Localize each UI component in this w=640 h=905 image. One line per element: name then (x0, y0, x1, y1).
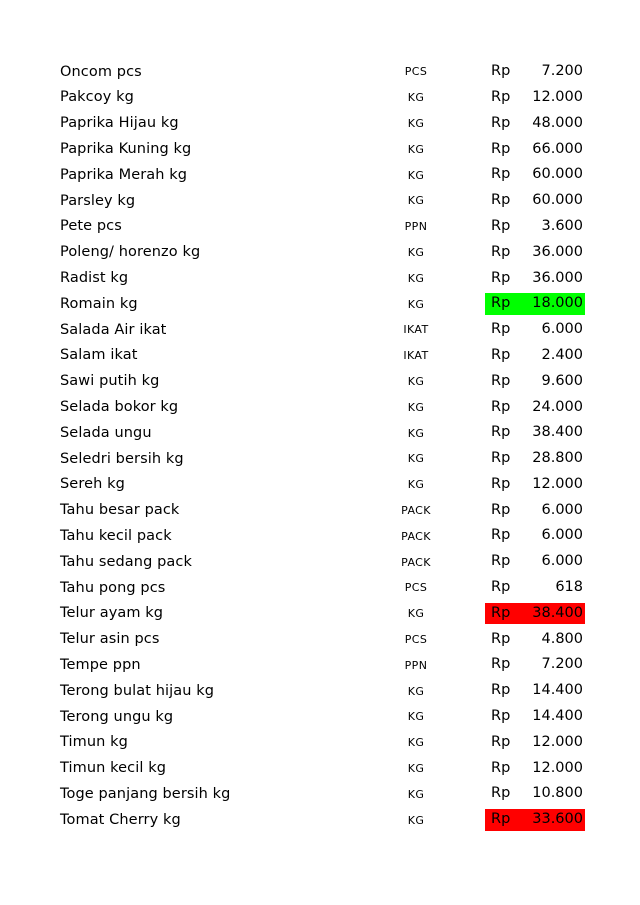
item-name: Timun kecil kg (60, 760, 166, 777)
item-unit: KG (407, 787, 425, 801)
item-unit: IKAT (403, 349, 429, 363)
item-unit: PACK (401, 529, 431, 543)
price-amount: 4.800 (541, 630, 583, 647)
price-row (0, 420, 640, 446)
item-unit: KG (407, 168, 425, 182)
currency-symbol: Rp (491, 553, 511, 570)
item-name: Selada bokor kg (60, 399, 179, 415)
price-amount: 24.000 (532, 398, 583, 415)
price-row (0, 627, 640, 653)
price-value (485, 164, 585, 186)
price-value (485, 551, 585, 573)
price-value (485, 242, 585, 264)
item-unit: KG (407, 194, 425, 208)
price-row (0, 162, 640, 188)
price-value (485, 113, 585, 135)
price-value (485, 500, 585, 522)
item-name: Sereh kg (60, 476, 125, 493)
item-price-cell (472, 525, 585, 547)
currency-symbol: Rp (491, 682, 511, 699)
item-price-cell (472, 113, 585, 135)
price-value (485, 61, 585, 83)
price-row (0, 394, 640, 420)
item-price-cell (472, 190, 585, 212)
item-name: Toge panjang bersih kg (60, 785, 231, 802)
item-name: Salada Air ikat (60, 321, 167, 338)
price-row (0, 85, 640, 111)
item-name: Pete pcs (60, 218, 122, 235)
item-unit: PCS (404, 65, 428, 79)
item-name: Pakcoy kg (60, 89, 134, 106)
price-row (0, 291, 640, 317)
price-amount: 33.600 (532, 811, 583, 828)
currency-symbol: Rp (491, 88, 511, 105)
item-price-cell (472, 371, 585, 393)
price-value (485, 216, 585, 238)
item-price-cell (472, 732, 585, 754)
currency-symbol: Rp (491, 424, 511, 441)
item-price-cell (472, 629, 585, 651)
item-name: Paprika Hijau kg (60, 115, 179, 132)
item-name: Oncom pcs (60, 63, 142, 80)
currency-symbol: Rp (491, 372, 511, 389)
item-unit: KG (407, 400, 425, 414)
item-unit: KG (407, 426, 425, 440)
currency-symbol: Rp (491, 166, 511, 183)
price-row (0, 188, 640, 214)
price-amount: 2.400 (541, 346, 583, 363)
item-price-cell (472, 448, 585, 470)
item-price-cell (472, 293, 585, 315)
price-amount: 18.000 (532, 295, 583, 312)
item-name: Salam ikat (60, 347, 138, 364)
currency-symbol: Rp (491, 475, 511, 492)
item-unit: KG (407, 91, 425, 105)
currency-symbol: Rp (491, 527, 511, 544)
item-price-cell (472, 216, 585, 238)
item-price-cell (472, 319, 585, 341)
item-name: Seledri bersih kg (60, 450, 184, 467)
item-price-cell (472, 474, 585, 496)
price-value-highlighted (485, 809, 585, 831)
item-price-cell (472, 654, 585, 676)
item-price-cell (472, 577, 585, 599)
item-price-cell (472, 783, 585, 805)
item-unit: PPN (404, 658, 428, 672)
currency-symbol: Rp (491, 785, 511, 802)
price-amount: 6.000 (541, 527, 583, 544)
price-amount: 48.000 (532, 114, 583, 131)
item-name: Sawi putih kg (60, 373, 160, 390)
currency-symbol: Rp (491, 811, 511, 828)
item-unit: KG (407, 142, 425, 156)
price-value (485, 268, 585, 290)
item-unit: KG (407, 245, 425, 259)
item-unit: IKAT (403, 323, 429, 337)
price-row (0, 498, 640, 524)
currency-symbol: Rp (491, 321, 511, 338)
price-amount: 12.000 (532, 88, 583, 105)
item-name: Tahu pong pcs (60, 579, 166, 596)
item-name: Tahu sedang pack (60, 553, 192, 570)
currency-symbol: Rp (491, 733, 511, 750)
item-name: Telur asin pcs (60, 631, 160, 648)
price-row (0, 369, 640, 395)
price-row (0, 601, 640, 627)
price-row (0, 59, 640, 85)
price-value-highlighted (485, 603, 585, 625)
currency-symbol: Rp (491, 243, 511, 260)
item-price-cell (472, 345, 585, 367)
item-name: Paprika Kuning kg (60, 141, 192, 158)
currency-symbol: Rp (491, 450, 511, 467)
price-row (0, 317, 640, 343)
item-price-cell (472, 61, 585, 83)
price-value (485, 87, 585, 109)
item-price-cell (472, 758, 585, 780)
price-amount: 12.000 (532, 733, 583, 750)
price-amount: 3.600 (541, 217, 583, 234)
price-amount: 12.000 (532, 475, 583, 492)
price-amount: 7.200 (541, 63, 583, 80)
price-amount: 60.000 (532, 192, 583, 209)
item-name: Terong ungu kg (60, 708, 174, 725)
currency-symbol: Rp (491, 501, 511, 518)
price-amount: 6.000 (541, 553, 583, 570)
price-value (485, 654, 585, 676)
item-unit: PPN (404, 220, 428, 234)
item-price-cell (472, 809, 585, 831)
currency-symbol: Rp (491, 192, 511, 209)
currency-symbol: Rp (491, 114, 511, 131)
item-unit: PACK (401, 555, 431, 569)
currency-symbol: Rp (491, 708, 511, 725)
item-unit: KG (407, 297, 425, 311)
price-row (0, 678, 640, 704)
price-value (485, 345, 585, 367)
item-name: Tahu besar pack (60, 502, 180, 519)
price-row (0, 111, 640, 137)
item-unit: PCS (404, 632, 428, 646)
currency-symbol: Rp (491, 656, 511, 673)
currency-symbol: Rp (491, 217, 511, 234)
item-price-cell (472, 680, 585, 702)
item-name: Telur ayam kg (60, 605, 164, 622)
currency-symbol: Rp (491, 604, 511, 621)
price-row (0, 446, 640, 472)
price-value (485, 448, 585, 470)
item-unit: KG (407, 607, 425, 621)
item-unit: KG (407, 710, 425, 724)
item-unit: KG (407, 736, 425, 750)
price-amount: 38.400 (532, 424, 583, 441)
item-price-cell (472, 551, 585, 573)
price-row (0, 730, 640, 756)
price-amount: 36.000 (532, 269, 583, 286)
price-value (485, 422, 585, 444)
item-price-cell (472, 706, 585, 728)
price-row (0, 240, 640, 266)
price-amount: 38.400 (532, 604, 583, 621)
price-row (0, 807, 640, 833)
price-value (485, 706, 585, 728)
price-value-highlighted (485, 293, 585, 315)
price-amount: 6.000 (541, 501, 583, 518)
price-row (0, 652, 640, 678)
currency-symbol: Rp (491, 759, 511, 776)
price-amount: 6.000 (541, 321, 583, 338)
price-value (485, 680, 585, 702)
item-unit: PACK (401, 503, 431, 517)
price-value (485, 319, 585, 341)
price-row (0, 549, 640, 575)
item-price-cell (472, 87, 585, 109)
price-row (0, 472, 640, 498)
price-amount: 9.600 (541, 372, 583, 389)
price-amount: 66.000 (532, 140, 583, 157)
price-row (0, 575, 640, 601)
item-price-cell (472, 397, 585, 419)
item-name: Selada ungu (60, 424, 152, 441)
item-name: Paprika Merah kg (60, 166, 188, 183)
price-amount: 10.800 (532, 785, 583, 802)
price-value (485, 629, 585, 651)
item-price-cell (472, 242, 585, 264)
price-row (0, 136, 640, 162)
price-amount: 36.000 (532, 243, 583, 260)
currency-symbol: Rp (491, 630, 511, 647)
item-name: Tempe ppn (60, 656, 141, 673)
price-value (485, 190, 585, 212)
price-value (485, 783, 585, 805)
item-price-cell (472, 422, 585, 444)
item-unit: KG (407, 684, 425, 698)
price-value (485, 732, 585, 754)
currency-symbol: Rp (491, 579, 511, 596)
item-price-cell (472, 268, 585, 290)
item-unit: KG (407, 452, 425, 466)
price-list-rows (0, 59, 640, 833)
price-row (0, 343, 640, 369)
price-row (0, 265, 640, 291)
item-name: Romain kg (60, 295, 138, 312)
price-value (485, 371, 585, 393)
currency-symbol: Rp (491, 398, 511, 415)
item-price-cell (472, 500, 585, 522)
item-unit: KG (407, 813, 425, 827)
currency-symbol: Rp (491, 346, 511, 363)
item-name: Parsley kg (60, 192, 136, 209)
price-value (485, 474, 585, 496)
price-amount: 7.200 (541, 656, 583, 673)
item-name: Timun kg (60, 734, 128, 751)
price-value (485, 139, 585, 161)
price-value (485, 397, 585, 419)
currency-symbol: Rp (491, 63, 511, 80)
item-price-cell (472, 139, 585, 161)
price-amount: 60.000 (532, 166, 583, 183)
item-unit: KG (407, 478, 425, 492)
item-name: Tahu kecil pack (60, 527, 172, 544)
price-amount: 14.400 (532, 682, 583, 699)
price-amount: 14.400 (532, 708, 583, 725)
price-row (0, 781, 640, 807)
item-name: Poleng/ horenzo kg (60, 244, 201, 261)
price-amount: 28.800 (532, 450, 583, 467)
currency-symbol: Rp (491, 269, 511, 286)
item-name: Radist kg (60, 270, 129, 287)
price-row (0, 523, 640, 549)
item-name: Tomat Cherry kg (60, 811, 181, 828)
price-row (0, 704, 640, 730)
item-unit: KG (407, 116, 425, 130)
item-price-cell (472, 603, 585, 625)
item-unit: KG (407, 271, 425, 285)
price-value (485, 525, 585, 547)
price-amount: 618 (555, 579, 583, 596)
price-row (0, 214, 640, 240)
item-unit: PCS (404, 581, 428, 595)
item-unit: KG (407, 761, 425, 775)
price-row (0, 756, 640, 782)
item-unit: KG (407, 374, 425, 388)
item-price-cell (472, 164, 585, 186)
item-name: Terong bulat hijau kg (60, 682, 215, 699)
price-amount: 12.000 (532, 759, 583, 776)
price-value (485, 758, 585, 780)
currency-symbol: Rp (491, 295, 511, 312)
price-value (485, 577, 585, 599)
currency-symbol: Rp (491, 140, 511, 157)
